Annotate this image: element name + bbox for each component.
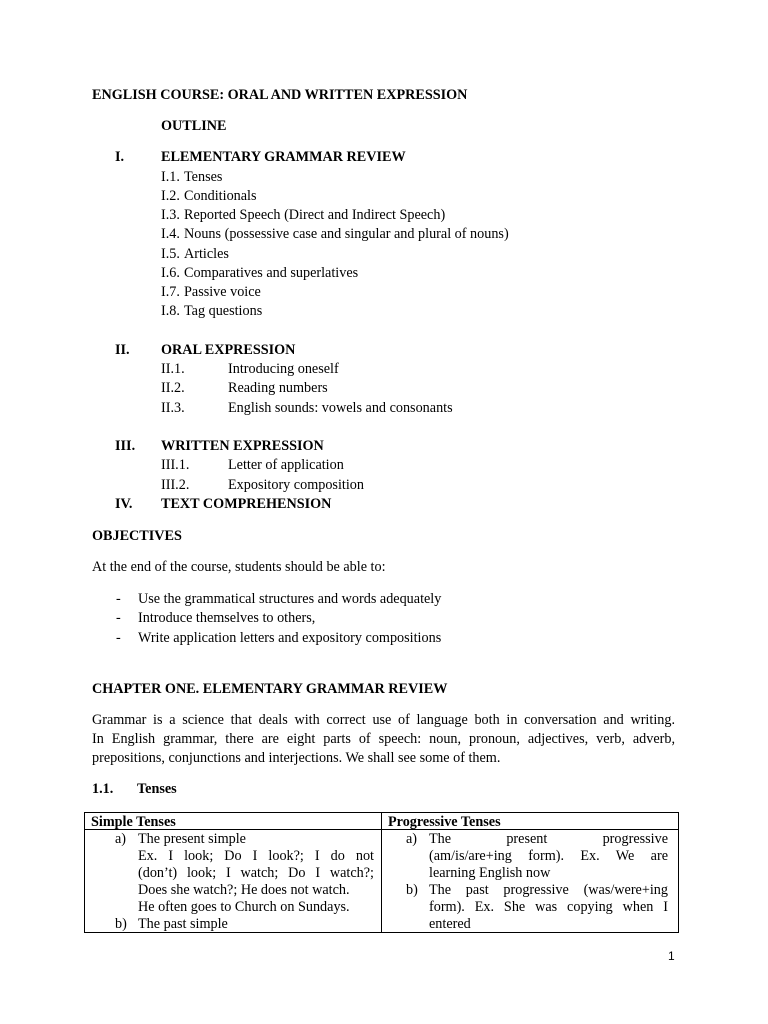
outline-item-text: Tag questions [184,303,263,319]
table-line: The present simple [138,831,246,847]
outline-item [161,361,339,377]
outline-item-text: Introducing oneself [228,361,339,377]
outline-item [161,226,509,242]
outline-item [161,265,359,281]
list-marker: a) [115,831,127,847]
section-heading: TEXT COMPREHENSION [161,496,332,512]
list-marker: b) [115,916,127,932]
section-heading: ORAL EXPRESSION [161,342,296,358]
objective-text: Write application letters and expository compositions [138,630,442,646]
outline-item-text: Articles [184,246,229,262]
table-line: The past simple [138,916,228,932]
table-line: He often goes to Church on Sundays. [138,899,350,915]
table-header-simple: Simple Tenses [91,814,176,830]
outline-item [161,400,453,416]
section-heading: WRITTEN EXPRESSION [161,438,324,454]
outline-item-number: I.5. [161,246,180,262]
section-heading: ELEMENTARY GRAMMAR REVIEW [161,149,406,165]
outline-item-text: Reported Speech (Direct and Indirect Speech) [184,207,446,223]
outline-item-text: Passive voice [184,284,261,300]
table-line: (don’t) look; I watch; Do I watch?; [138,865,374,881]
outline-item-text: Conditionals [184,188,257,204]
objectives-heading: OBJECTIVES [92,528,182,544]
objective-bullet: - [116,591,121,607]
intro-line: Grammar is a science that deals with correct use of language both in conversation and writing. [92,712,675,728]
outline-item [161,303,263,319]
document-title: ENGLISH COURSE: ORAL AND WRITTEN EXPRESSION [92,87,468,103]
outline-item-text: Comparatives and superlatives [184,265,359,281]
outline-item [161,246,229,262]
outline-item-number: II.1. [161,361,185,377]
outline-item-number: I.3. [161,207,180,223]
section-numeral: III. [115,438,136,454]
section-numeral: I. [115,149,125,165]
outline-item-text: English sounds: vowels and consonants [228,400,453,416]
outline-item [161,457,344,473]
outline-item-number: I.6. [161,265,180,281]
outline-item-text: Tenses [184,169,223,185]
section-numeral: II. [115,342,130,358]
outline-item [161,169,223,185]
intro-line: prepositions, conjunctions and interjections. We shall see some of them. [92,750,501,766]
outline-item-text: Nouns (possessive case and singular and plural of nouns) [184,226,509,242]
objective-bullet: - [116,630,121,646]
outline-item-number: I.7. [161,284,180,300]
table-header-cell [85,813,382,830]
outline-item [161,207,446,223]
table-line: form). Ex. She was copying when I [429,899,668,915]
outline-item-number: II.3. [161,400,185,416]
outline-item-number: III.1. [161,457,190,473]
outline-item-text: Letter of application [228,457,344,473]
outline-item [161,284,261,300]
subsection-title: Tenses [137,781,177,797]
outline-heading: OUTLINE [161,118,227,134]
outline-item-number: I.4. [161,226,180,242]
table-cell-progressive [382,830,679,933]
section-numeral: IV. [115,496,133,512]
objective-text: Use the grammatical structures and words adequately [138,591,442,607]
table-line: The past progressive (was/were+ing [429,882,668,898]
outline-item-text: Reading numbers [228,380,328,396]
table-cell-simple [85,830,382,933]
outline-item [161,477,364,493]
table-header-cell [382,813,679,830]
objective-bullet: - [116,610,121,626]
table-line: (am/is/are+ing form). Ex. We are [429,848,668,864]
table-header-progressive: Progressive Tenses [388,814,501,830]
intro-line: In English grammar, there are eight parts of speech: noun, pronoun, adjectives, verb, adverb, [92,731,675,747]
objective-text: Introduce themselves to others, [138,610,316,626]
outline-item-number: I.2. [161,188,180,204]
table-line: The present progressive [429,831,668,847]
outline-item [161,380,328,396]
tenses-table [84,812,679,933]
chapter-heading: CHAPTER ONE. ELEMENTARY GRAMMAR REVIEW [92,681,448,697]
objectives-intro: At the end of the course, students should be able to: [92,559,386,575]
outline-item [161,188,257,204]
page-number: 1 [668,949,675,963]
outline-item-number: I.8. [161,303,180,319]
list-marker: a) [406,831,418,847]
table-line: Ex. I look; Do I look?; I do not [138,848,374,864]
list-marker: b) [406,882,418,898]
outline-item-number: I.1. [161,169,180,185]
outline-item-number: II.2. [161,380,185,396]
table-line: Does she watch?; He does not watch. [138,882,350,898]
outline-item-number: III.2. [161,477,190,493]
outline-item-text: Expository composition [228,477,364,493]
table-line: entered [429,916,471,932]
table-line: learning English now [429,865,551,881]
subsection-number: 1.1. [92,781,114,797]
